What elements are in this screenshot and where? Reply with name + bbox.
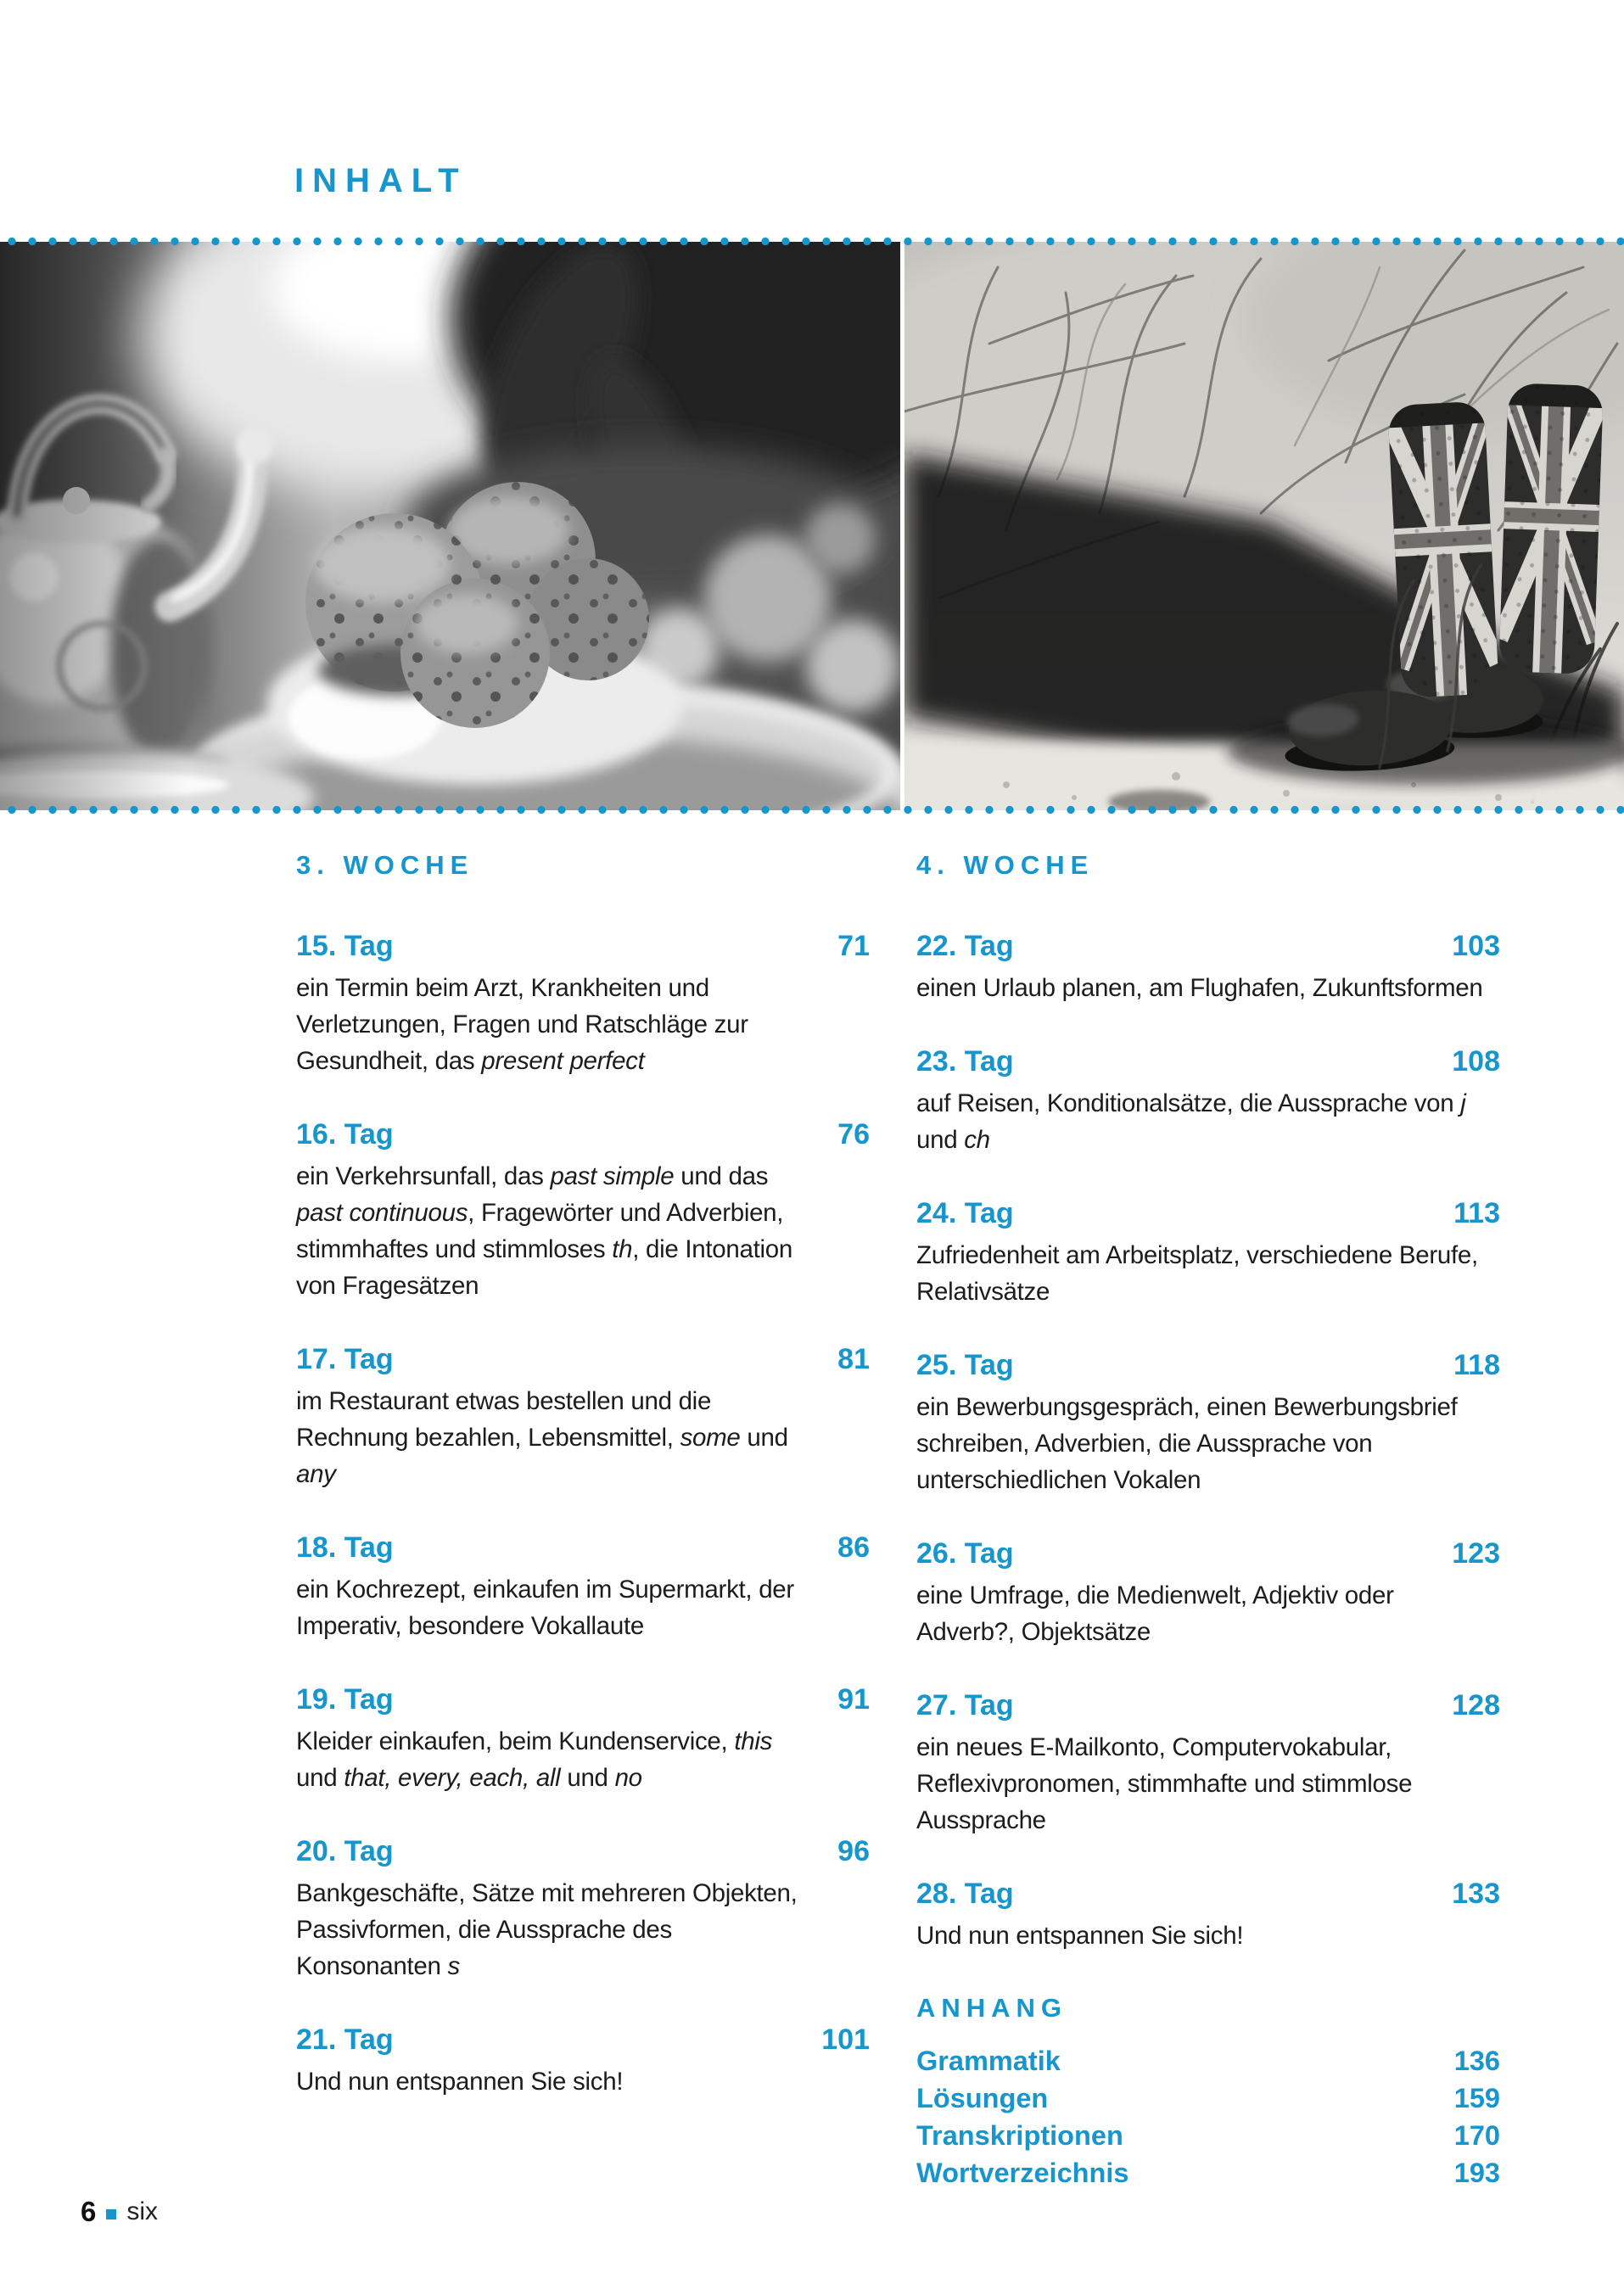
appendix-row-grammatik xyxy=(916,2042,1500,2079)
entry-label: 20. Tag xyxy=(296,1835,394,1867)
entry-description xyxy=(916,1729,1500,1839)
entry-page-number: 103 xyxy=(1452,930,1500,962)
desc-text: auf Reisen, Konditionalsätze, die Aussprache von xyxy=(916,1089,1461,1117)
desc-text: Und nun entspannen Sie sich! xyxy=(296,2068,624,2096)
entry-label: 16. Tag xyxy=(296,1118,394,1150)
entry-page-number: 113 xyxy=(1453,1197,1500,1229)
appendix-row-wortverzeichnis xyxy=(916,2154,1500,2191)
appendix-label: Lösungen xyxy=(916,2083,1049,2113)
toc-entry-day19 xyxy=(296,1683,870,1796)
entry-description xyxy=(296,1571,870,1644)
entry-description xyxy=(296,1723,870,1796)
entry-description xyxy=(296,2063,870,2100)
desc-italic: no xyxy=(614,1764,642,1792)
desc-text: Und nun entspannen Sie sich! xyxy=(916,1922,1244,1950)
appendix-page-number: 159 xyxy=(1453,2083,1500,2113)
union-jack-wellies-photo xyxy=(904,242,1624,810)
dotted-border-bottom xyxy=(0,804,1624,815)
toc-entry-day25 xyxy=(916,1349,1500,1498)
page-title: INHALT xyxy=(294,162,468,199)
toc-entry-day24 xyxy=(916,1197,1500,1310)
desc-text: ein Kochrezept, einkaufen im Supermarkt, der Imperativ, besondere Vokallaute xyxy=(296,1576,794,1640)
appendix-heading: ANHANG xyxy=(916,1993,1068,2023)
toc-entry-day17 xyxy=(296,1343,870,1492)
entry-page-number: 86 xyxy=(837,1531,870,1564)
toc-entry-day22 xyxy=(916,930,1500,1006)
entry-label: 21. Tag xyxy=(296,2024,394,2056)
toc-entry-day20 xyxy=(296,1835,870,1984)
desc-text: ein Verkehrsunfall, das xyxy=(296,1162,551,1190)
toc-entry-day23 xyxy=(916,1045,1500,1158)
appendix-row-transkriptionen xyxy=(916,2117,1500,2154)
desc-italic: any xyxy=(296,1460,336,1488)
appendix-page-number: 193 xyxy=(1453,2158,1500,2188)
entry-description xyxy=(916,1917,1500,1954)
entry-page-number: 108 xyxy=(1452,1045,1500,1078)
entry-description xyxy=(916,970,1500,1006)
photo-strip xyxy=(0,242,1624,810)
desc-italic: j xyxy=(1460,1089,1466,1117)
entry-description xyxy=(916,1085,1500,1158)
desc-italic: this xyxy=(734,1727,773,1755)
entry-page-number: 128 xyxy=(1452,1689,1500,1721)
desc-italic: past simple xyxy=(550,1162,675,1190)
entry-label: 27. Tag xyxy=(916,1689,1014,1721)
desc-text: einen Urlaub planen, am Flughafen, Zukunftsformen xyxy=(916,974,1483,1002)
desc-text: ein Bewerbungsgespräch, einen Bewerbungsbrief schreiben, Adverbien, die Aussprache von unterschiedlichen Vokalen xyxy=(916,1393,1458,1494)
week4-heading: 4. WOCHE xyxy=(916,850,1095,880)
desc-text: , die Intonation von Fragesätzen xyxy=(296,1235,792,1300)
desc-italic: present perfect xyxy=(481,1047,645,1075)
page-footer xyxy=(81,2196,158,2228)
desc-text: Bankgeschäfte, Sätze mit mehreren Objekten, Passivformen, die Aussprache des Konsonanten xyxy=(296,1879,798,1980)
toc-entry-day28 xyxy=(916,1878,1500,1954)
teapot-scones-illustration xyxy=(0,242,900,810)
desc-italic: some xyxy=(680,1424,741,1452)
desc-text: Kleider einkaufen, beim Kundenservice, xyxy=(296,1727,735,1755)
entry-page-number: 71 xyxy=(837,930,870,962)
entry-description xyxy=(296,1875,870,1984)
entry-page-number: 91 xyxy=(837,1683,870,1716)
desc-text: und xyxy=(560,1764,615,1792)
toc-entry-day26 xyxy=(916,1537,1500,1650)
appendix-row-loesungen xyxy=(916,2079,1500,2117)
entry-page-number: 133 xyxy=(1452,1878,1500,1910)
appendix-section xyxy=(916,1993,1500,2191)
desc-text: Zufriedenheit am Arbeitsplatz, verschiedene Berufe, Relativsätze xyxy=(916,1241,1478,1306)
desc-italic: ch xyxy=(964,1126,990,1154)
desc-italic: past continuous xyxy=(296,1199,468,1227)
toc-entry-day15 xyxy=(296,930,870,1079)
toc-column-week3 xyxy=(296,850,870,2139)
desc-text: eine Umfrage, die Medienwelt, Adjektiv oder Adverb?, Objektsätze xyxy=(916,1581,1394,1646)
desc-text: ein neues E-Mailkonto, Computervokabular, Reflexivpronomen, stimmhafte und stimmlose Aussprache xyxy=(916,1733,1413,1834)
desc-text: , Fragewörter und Adverbien, stimmhaftes und stimmloses xyxy=(296,1199,784,1263)
entry-label: 17. Tag xyxy=(296,1343,394,1375)
entry-page-number: 118 xyxy=(1453,1349,1500,1381)
entry-description xyxy=(296,970,870,1079)
entry-page-number: 96 xyxy=(837,1835,870,1867)
appendix-page-number: 170 xyxy=(1453,2120,1500,2151)
entry-label: 24. Tag xyxy=(916,1197,1014,1229)
entry-label: 26. Tag xyxy=(916,1537,1014,1570)
toc-entry-day27 xyxy=(916,1689,1500,1839)
appendix-label: Transkriptionen xyxy=(916,2120,1123,2151)
entry-label: 15. Tag xyxy=(296,930,394,962)
entry-label: 25. Tag xyxy=(916,1349,1014,1381)
entry-label: 19. Tag xyxy=(296,1683,394,1716)
footer-page-number: 6 xyxy=(81,2196,97,2227)
desc-text: und xyxy=(296,1764,344,1792)
entry-page-number: 101 xyxy=(821,2024,870,2056)
entry-description xyxy=(916,1577,1500,1650)
desc-text: im Restaurant etwas bestellen und die Rechnung bezahlen, Lebensmittel, xyxy=(296,1387,712,1452)
footer-page-word: six xyxy=(126,2197,159,2225)
desc-text: ein Termin beim Arzt, Krankheiten und Verletzungen, Fragen und Ratschläge zur Gesundheit, das xyxy=(296,974,748,1075)
wellies-illustration xyxy=(904,242,1624,810)
dotted-border-top xyxy=(0,236,1624,247)
desc-text: und das xyxy=(674,1162,769,1190)
appendix-label: Wortverzeichnis xyxy=(916,2158,1129,2188)
desc-italic: th xyxy=(612,1235,633,1263)
desc-text: und xyxy=(740,1424,788,1452)
appendix-page-number: 136 xyxy=(1453,2046,1500,2076)
entry-page-number: 76 xyxy=(837,1118,870,1150)
desc-italic: s xyxy=(447,1952,460,1980)
entry-page-number: 123 xyxy=(1452,1537,1500,1570)
desc-text: und xyxy=(916,1126,965,1154)
toc-entry-day16 xyxy=(296,1118,870,1304)
toc-entry-day21 xyxy=(296,2024,870,2100)
blue-square-bullet xyxy=(106,2209,116,2219)
toc-entry-day18 xyxy=(296,1531,870,1644)
entry-label: 22. Tag xyxy=(916,930,1014,962)
entry-description xyxy=(296,1383,870,1492)
entry-label: 28. Tag xyxy=(916,1878,1014,1910)
entry-page-number: 81 xyxy=(837,1343,870,1375)
entry-label: 23. Tag xyxy=(916,1045,1014,1078)
entry-description xyxy=(916,1237,1500,1310)
photo-band xyxy=(0,242,1624,810)
teapot-scones-photo xyxy=(0,242,900,810)
entry-description xyxy=(916,1389,1500,1498)
appendix-label: Grammatik xyxy=(916,2046,1061,2076)
desc-italic: that, every, each, all xyxy=(344,1764,561,1792)
entry-description xyxy=(296,1158,870,1304)
entry-label: 18. Tag xyxy=(296,1531,394,1564)
toc-column-week4 xyxy=(916,850,1500,2191)
week3-heading: 3. WOCHE xyxy=(296,850,474,880)
